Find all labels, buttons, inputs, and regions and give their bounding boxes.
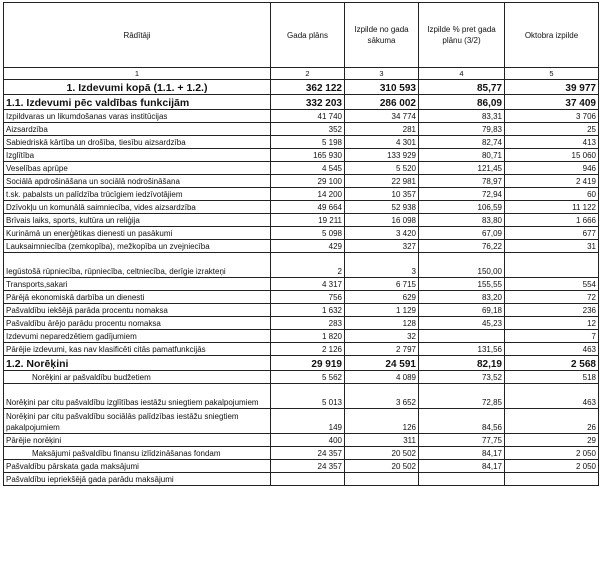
table-row: [4, 188, 599, 201]
header-ytd-execution: Izpilde no gada sākuma: [345, 3, 419, 68]
table-row: [4, 201, 599, 214]
table-row: [4, 240, 599, 253]
table-row: [4, 291, 599, 304]
execution-pct-value: 84,17: [419, 460, 505, 473]
ytd-execution-value: 126: [345, 409, 419, 434]
annual-plan-value: 24 357: [271, 447, 345, 460]
october-execution-value: 26: [505, 409, 599, 434]
execution-pct-value: 67,09: [419, 227, 505, 240]
execution-pct-value: 85,77: [419, 80, 505, 95]
table-row: [4, 304, 599, 317]
table-row: [4, 473, 599, 486]
execution-pct-value: 76,22: [419, 240, 505, 253]
ytd-execution-value: 2 797: [345, 343, 419, 356]
october-execution-value: 7: [505, 330, 599, 343]
ytd-execution-value: [345, 473, 419, 486]
table-row: [4, 434, 599, 447]
annual-plan-value: 29 919: [271, 356, 345, 371]
row-label: Brīvais laiks, sports, kultūra un reliģija: [4, 214, 271, 227]
ytd-execution-value: 34 774: [345, 110, 419, 123]
annual-plan-value: 165 930: [271, 149, 345, 162]
header-annual-plan: Gada plāns: [271, 3, 345, 68]
table-row: [4, 356, 599, 371]
annual-plan-value: 352: [271, 123, 345, 136]
execution-pct-value: 131,56: [419, 343, 505, 356]
column-number: 4: [419, 68, 505, 80]
execution-pct-value: 80,71: [419, 149, 505, 162]
table-row: [4, 110, 599, 123]
row-label: Pašvaldību ārējo parādu procentu nomaksa: [4, 317, 271, 330]
october-execution-value: 518: [505, 371, 599, 384]
october-execution-value: 236: [505, 304, 599, 317]
row-label: Pārējie izdevumi, kas nav klasificēti citās pamatfunkcijās: [4, 343, 271, 356]
october-execution-value: 946: [505, 162, 599, 175]
table-row: [4, 253, 599, 278]
ytd-execution-value: 4 089: [345, 371, 419, 384]
row-label: Maksājumi pašvaldību finansu izlīdzināšanas fondam: [4, 447, 271, 460]
ytd-execution-value: 629: [345, 291, 419, 304]
ytd-execution-value: 6 715: [345, 278, 419, 291]
ytd-execution-value: 16 098: [345, 214, 419, 227]
annual-plan-value: 1 820: [271, 330, 345, 343]
row-label: Dzīvokļu un komunālā saimniecība, vides aizsardzība: [4, 201, 271, 214]
annual-plan-value: 24 357: [271, 460, 345, 473]
ytd-execution-value: 286 002: [345, 95, 419, 110]
ytd-execution-value: 5 520: [345, 162, 419, 175]
ytd-execution-value: 24 591: [345, 356, 419, 371]
annual-plan-value: 149: [271, 409, 345, 434]
row-label: Veselības aprūpe: [4, 162, 271, 175]
execution-pct-value: 82,19: [419, 356, 505, 371]
execution-pct-value: 82,74: [419, 136, 505, 149]
october-execution-value: 31: [505, 240, 599, 253]
ytd-execution-value: 310 593: [345, 80, 419, 95]
ytd-execution-value: 3: [345, 253, 419, 278]
annual-plan-value: 429: [271, 240, 345, 253]
october-execution-value: 25: [505, 123, 599, 136]
table-row: [4, 123, 599, 136]
row-label: t.sk. pabalsts un palīdzība trūcīgiem iedzīvotājiem: [4, 188, 271, 201]
row-label: 1.2. Norēķini: [4, 356, 271, 371]
ytd-execution-value: 52 938: [345, 201, 419, 214]
execution-pct-value: [419, 473, 505, 486]
table-row: [4, 343, 599, 356]
row-label: Izdevumi neparedzētiem gadījumiem: [4, 330, 271, 343]
execution-pct-value: 150,00: [419, 253, 505, 278]
execution-pct-value: 121,45: [419, 162, 505, 175]
october-execution-value: 11 122: [505, 201, 599, 214]
annual-plan-value: 400: [271, 434, 345, 447]
annual-plan-value: 283: [271, 317, 345, 330]
annual-plan-value: 2: [271, 253, 345, 278]
ytd-execution-value: 327: [345, 240, 419, 253]
column-number: 2: [271, 68, 345, 80]
table-row: [4, 330, 599, 343]
execution-pct-value: 83,20: [419, 291, 505, 304]
table-row: [4, 409, 599, 434]
october-execution-value: 2 419: [505, 175, 599, 188]
ytd-execution-value: 128: [345, 317, 419, 330]
october-execution-value: 37 409: [505, 95, 599, 110]
ytd-execution-value: 20 502: [345, 460, 419, 473]
row-label: Pašvaldību pārskata gada maksājumi: [4, 460, 271, 473]
execution-pct-value: 77,75: [419, 434, 505, 447]
october-execution-value: 554: [505, 278, 599, 291]
column-number: 3: [345, 68, 419, 80]
row-label: 1. Izdevumi kopā (1.1. + 1.2.): [4, 80, 271, 95]
ytd-execution-value: 3 652: [345, 384, 419, 409]
row-label: Transports,sakari: [4, 278, 271, 291]
execution-pct-value: 155,55: [419, 278, 505, 291]
row-label: Aizsardzība: [4, 123, 271, 136]
october-execution-value: 463: [505, 343, 599, 356]
column-number-row: [4, 68, 599, 80]
annual-plan-value: 5 562: [271, 371, 345, 384]
execution-pct-value: 106,59: [419, 201, 505, 214]
execution-pct-value: 84,17: [419, 447, 505, 460]
october-execution-value: 2 050: [505, 460, 599, 473]
row-label: Norēķini ar pašvaldību budžetiem: [4, 371, 271, 384]
annual-plan-value: 29 100: [271, 175, 345, 188]
execution-pct-value: 69,18: [419, 304, 505, 317]
annual-plan-value: 332 203: [271, 95, 345, 110]
table-row: [4, 175, 599, 188]
annual-plan-value: 41 740: [271, 110, 345, 123]
ytd-execution-value: 10 357: [345, 188, 419, 201]
row-label: Izpildvaras un likumdošanas varas institūcijas: [4, 110, 271, 123]
october-execution-value: 29: [505, 434, 599, 447]
row-label: Pārējā ekonomiskā darbība un dienesti: [4, 291, 271, 304]
table-row: [4, 149, 599, 162]
ytd-execution-value: 20 502: [345, 447, 419, 460]
expenditure-table: [3, 2, 599, 486]
execution-pct-value: 72,85: [419, 384, 505, 409]
execution-pct-value: 78,97: [419, 175, 505, 188]
annual-plan-value: 4 545: [271, 162, 345, 175]
row-label: Pašvaldību iepriekšējā gada parādu maksājumi: [4, 473, 271, 486]
october-execution-value: 463: [505, 384, 599, 409]
row-label: Pārējie norēķini: [4, 434, 271, 447]
october-execution-value: 39 977: [505, 80, 599, 95]
execution-pct-value: 45,23: [419, 317, 505, 330]
execution-pct-value: 84,56: [419, 409, 505, 434]
annual-plan-value: 14 200: [271, 188, 345, 201]
column-number: 5: [505, 68, 599, 80]
october-execution-value: 72: [505, 291, 599, 304]
ytd-execution-value: 32: [345, 330, 419, 343]
column-number: 1: [4, 68, 271, 80]
october-execution-value: [505, 473, 599, 486]
row-label: Pašvaldību iekšējā parāda procentu nomaksa: [4, 304, 271, 317]
october-execution-value: 60: [505, 188, 599, 201]
execution-pct-value: 83,31: [419, 110, 505, 123]
annual-plan-value: [271, 473, 345, 486]
execution-pct-value: [419, 330, 505, 343]
ytd-execution-value: 3 420: [345, 227, 419, 240]
row-label: Izglītība: [4, 149, 271, 162]
annual-plan-value: 756: [271, 291, 345, 304]
annual-plan-value: 5 013: [271, 384, 345, 409]
ytd-execution-value: 133 929: [345, 149, 419, 162]
header-execution-pct: Izpilde % pret gada plānu (3/2): [419, 3, 505, 68]
row-label: Norēķini par citu pašvaldību izglītības iestāžu sniegtiem pakalpojumiem: [4, 384, 271, 409]
ytd-execution-value: 22 981: [345, 175, 419, 188]
execution-pct-value: 86,09: [419, 95, 505, 110]
annual-plan-value: 5 098: [271, 227, 345, 240]
table-row: [4, 80, 599, 95]
table-row: [4, 460, 599, 473]
table-row: [4, 95, 599, 110]
table-row: [4, 227, 599, 240]
annual-plan-value: 49 664: [271, 201, 345, 214]
october-execution-value: 413: [505, 136, 599, 149]
annual-plan-value: 19 211: [271, 214, 345, 227]
table-row: [4, 317, 599, 330]
october-execution-value: 15 060: [505, 149, 599, 162]
execution-pct-value: 72,94: [419, 188, 505, 201]
table-row: [4, 136, 599, 149]
row-label: Sociālā apdrošināšana un sociālā nodrošināšana: [4, 175, 271, 188]
execution-pct-value: 83,80: [419, 214, 505, 227]
table-body: [4, 80, 599, 486]
ytd-execution-value: 1 129: [345, 304, 419, 317]
annual-plan-value: 2 126: [271, 343, 345, 356]
row-label: Lauksaimniecība (zemkopība), mežkopība un zvejniecība: [4, 240, 271, 253]
october-execution-value: 12: [505, 317, 599, 330]
annual-plan-value: 4 317: [271, 278, 345, 291]
table-row: [4, 447, 599, 460]
table-row: [4, 384, 599, 409]
october-execution-value: 2 050: [505, 447, 599, 460]
annual-plan-value: 5 198: [271, 136, 345, 149]
row-label: Iegūstošā rūpniecība, rūpniecība, celtniecība, derīgie izrakteņi: [4, 253, 271, 278]
october-execution-value: 3 706: [505, 110, 599, 123]
october-execution-value: 2 568: [505, 356, 599, 371]
row-label: Sabiedriskā kārtība un drošība, tiesību aizsardzība: [4, 136, 271, 149]
annual-plan-value: 362 122: [271, 80, 345, 95]
october-execution-value: [505, 253, 599, 278]
row-label: Kurināmā un enerģētikas dienesti un pasākumi: [4, 227, 271, 240]
header-october-execution: Oktobra izpilde: [505, 3, 599, 68]
table-row: [4, 214, 599, 227]
execution-pct-value: 73,52: [419, 371, 505, 384]
ytd-execution-value: 311: [345, 434, 419, 447]
table-row: [4, 278, 599, 291]
ytd-execution-value: 4 301: [345, 136, 419, 149]
table-row: [4, 371, 599, 384]
october-execution-value: 677: [505, 227, 599, 240]
row-label: Norēķini par citu pašvaldību sociālās palīdzības iestāžu sniegtiem pakalpojumiem: [4, 409, 271, 434]
execution-pct-value: 79,83: [419, 123, 505, 136]
header-row: [4, 3, 599, 68]
row-label: 1.1. Izdevumi pēc valdības funkcijām: [4, 95, 271, 110]
header-indicator: Rādītāji: [4, 3, 271, 68]
ytd-execution-value: 281: [345, 123, 419, 136]
october-execution-value: 1 666: [505, 214, 599, 227]
annual-plan-value: 1 632: [271, 304, 345, 317]
table-row: [4, 162, 599, 175]
